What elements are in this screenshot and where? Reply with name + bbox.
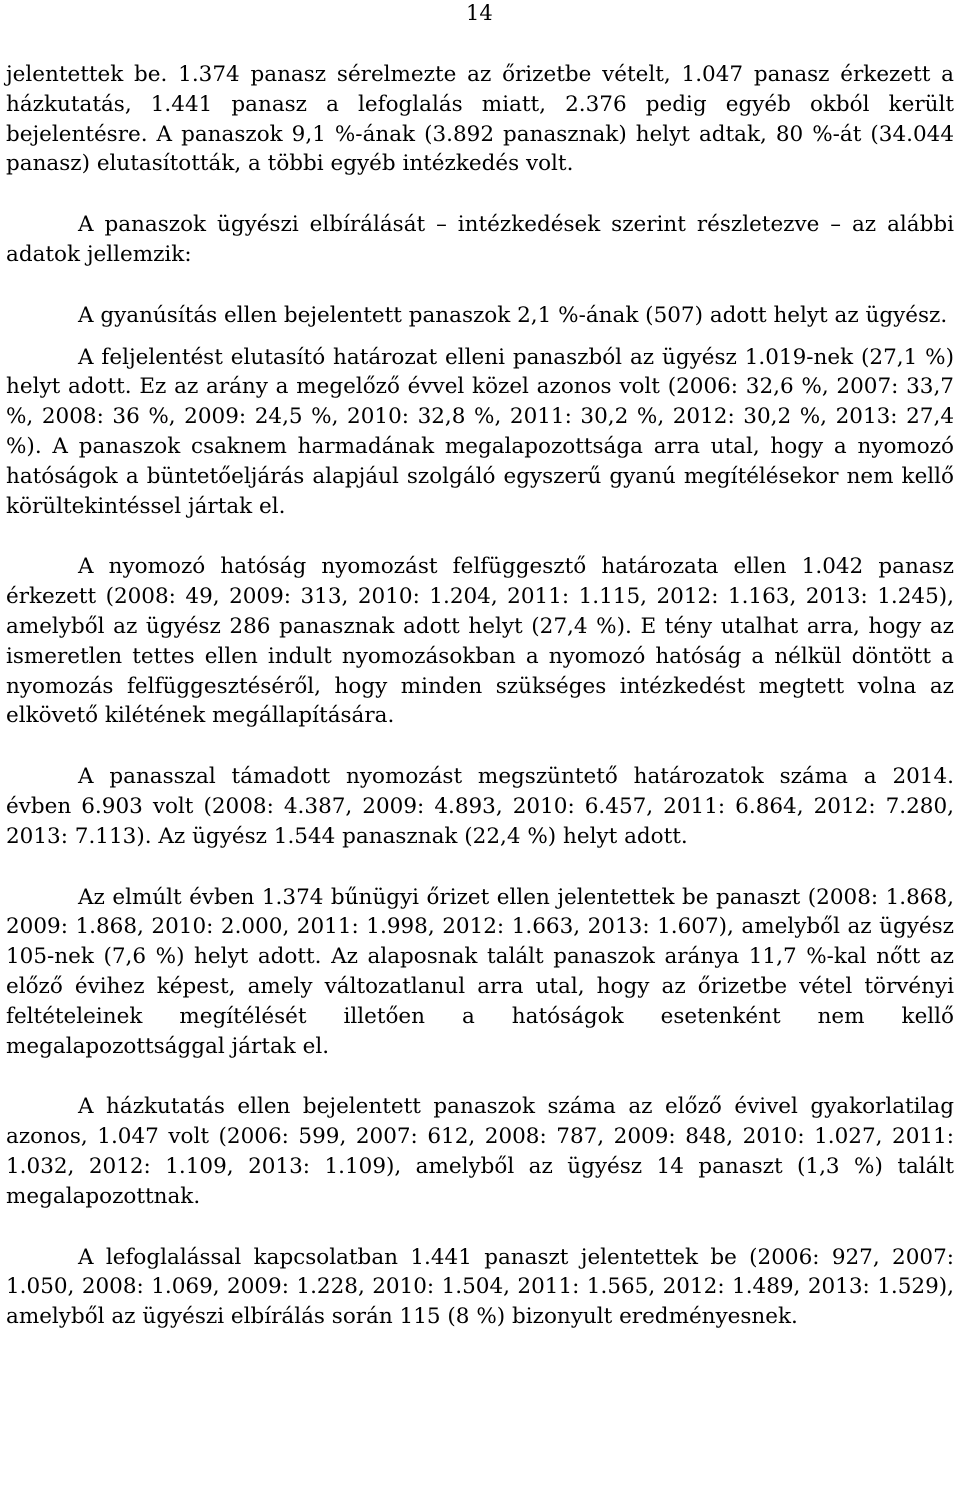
document-body bbox=[6, 60, 954, 1363]
paragraph-report-rejection: A feljelentést elutasító határozat elleni panaszból az ügyész 1.019-nek (27,1 %) helyt adott. Ez az arány a megelőző évvel közel azonos volt (2006: 32,6 %, 2007: 33,7 %, 2008: 36 %, 2009: 24,5 %, 2010: 32,8 %, 2011: 30,2 %, 2012: 30,2 %, 2013: 27,4 %). A panaszok csaknem harmadának megalapozottsága arra utal, hogy a nyomozó hatóságok a büntetőeljárás alapjául szolgáló egyszerű gyanú megítélésekor nem kellő körültekintéssel jártak el. bbox=[6, 344, 954, 519]
paragraph-investigation-termination: A panasszal támadott nyomozást megszüntető határozatok száma a 2014. évben 6.903 volt (2008: 4.387, 2009: 4.893, 2010: 6.457, 2011: 6.864, 2012: 7.280, 2013: 7.113). Az ügyész 1.544 panasznak (22,4 %) helyt adott. bbox=[6, 764, 954, 849]
paragraph-intro: A panaszok ügyészi elbírálását – intézkedések szerint részletezve – az alábbi adatok jellemzik: bbox=[6, 212, 954, 267]
page-number: 14 bbox=[466, 1, 493, 25]
paragraph-seizure: A lefoglalással kapcsolatban 1.441 panaszt jelentettek be (2006: 927, 2007: 1.050, 2008: 1.069, 2009: 1.228, 2010: 1.504, 2011: 1.565, 2012: 1.489, 2013: 1.529), amelyből az ügyészi elbírálás során 115 (8 %) bizonyult eredményesnek. bbox=[6, 1244, 954, 1330]
paragraph-suspicion-complaints: A gyanúsítás ellen bejelentett panaszok 2,1 %-ának (507) adott helyt az ügyész. bbox=[78, 302, 948, 328]
paragraph-house-search: A házkutatás ellen bejelentett panaszok száma az előző évivel gyakorlatilag azonos, 1.047 volt (2006: 599, 2007: 612, 2008: 787, 2009: 848, 2010: 1.027, 2011: 1.032, 2012: 1.109, 2013: 1.109), amelyből az ügyész 14 panaszt (1,3 %) talált megalapozottnak. bbox=[6, 1094, 954, 1209]
paragraph-investigation-suspension: A nyomozó hatóság nyomozást felfüggesztő határozata ellen 1.042 panasz érkezett (2008: 49, 2009: 313, 2010: 1.204, 2011: 1.115, 2012: 1.163, 2013: 1.245), amelyből az ügyész 286 panasznak adott helyt (27,4 %). E tény utalhat arra, hogy az ismeretlen tettes ellen indult nyomozásokban a nyomozó hatóság a nélkül döntött a nyomozás felfüggesztéséről, hogy minden szükséges intézkedést megtett volna az elkövető kilétének megállapítására. bbox=[6, 554, 954, 729]
paragraph-continuation: jelentettek be. 1.374 panasz sérelmezte az őrizetbe vételt, 1.047 panasz érkezett a házkutatás, 1.441 panasz a lefoglalás miatt, 2.376 pedig egyéb okból került bejelentésre. A panaszok 9,1 %-ának (3.892 panasznak) helyt adtak, 80 %-át (34.044 panasz) elutasították, a többi egyéb intézkedés volt. bbox=[6, 62, 954, 177]
paragraph-custody: Az elmúlt évben 1.374 bűnügyi őrizet ellen jelentettek be panaszt (2008: 1.868, 2009: 1.868, 2010: 2.000, 2011: 1.998, 2012: 1.663, 2013: 1.607), amelyből az ügyész 105-nek (7,6 %) helyt adott. Az alaposnak talált panaszok aránya 11,7 %-kal nőtt az előző évihez képest, amely változatlanul arra utal, hogy az őrizetbe vétel törvényi feltételeinek megítélését illetően a hatóságok esetenként nem kellő megalapozottsággal jártak el. bbox=[6, 884, 954, 1059]
